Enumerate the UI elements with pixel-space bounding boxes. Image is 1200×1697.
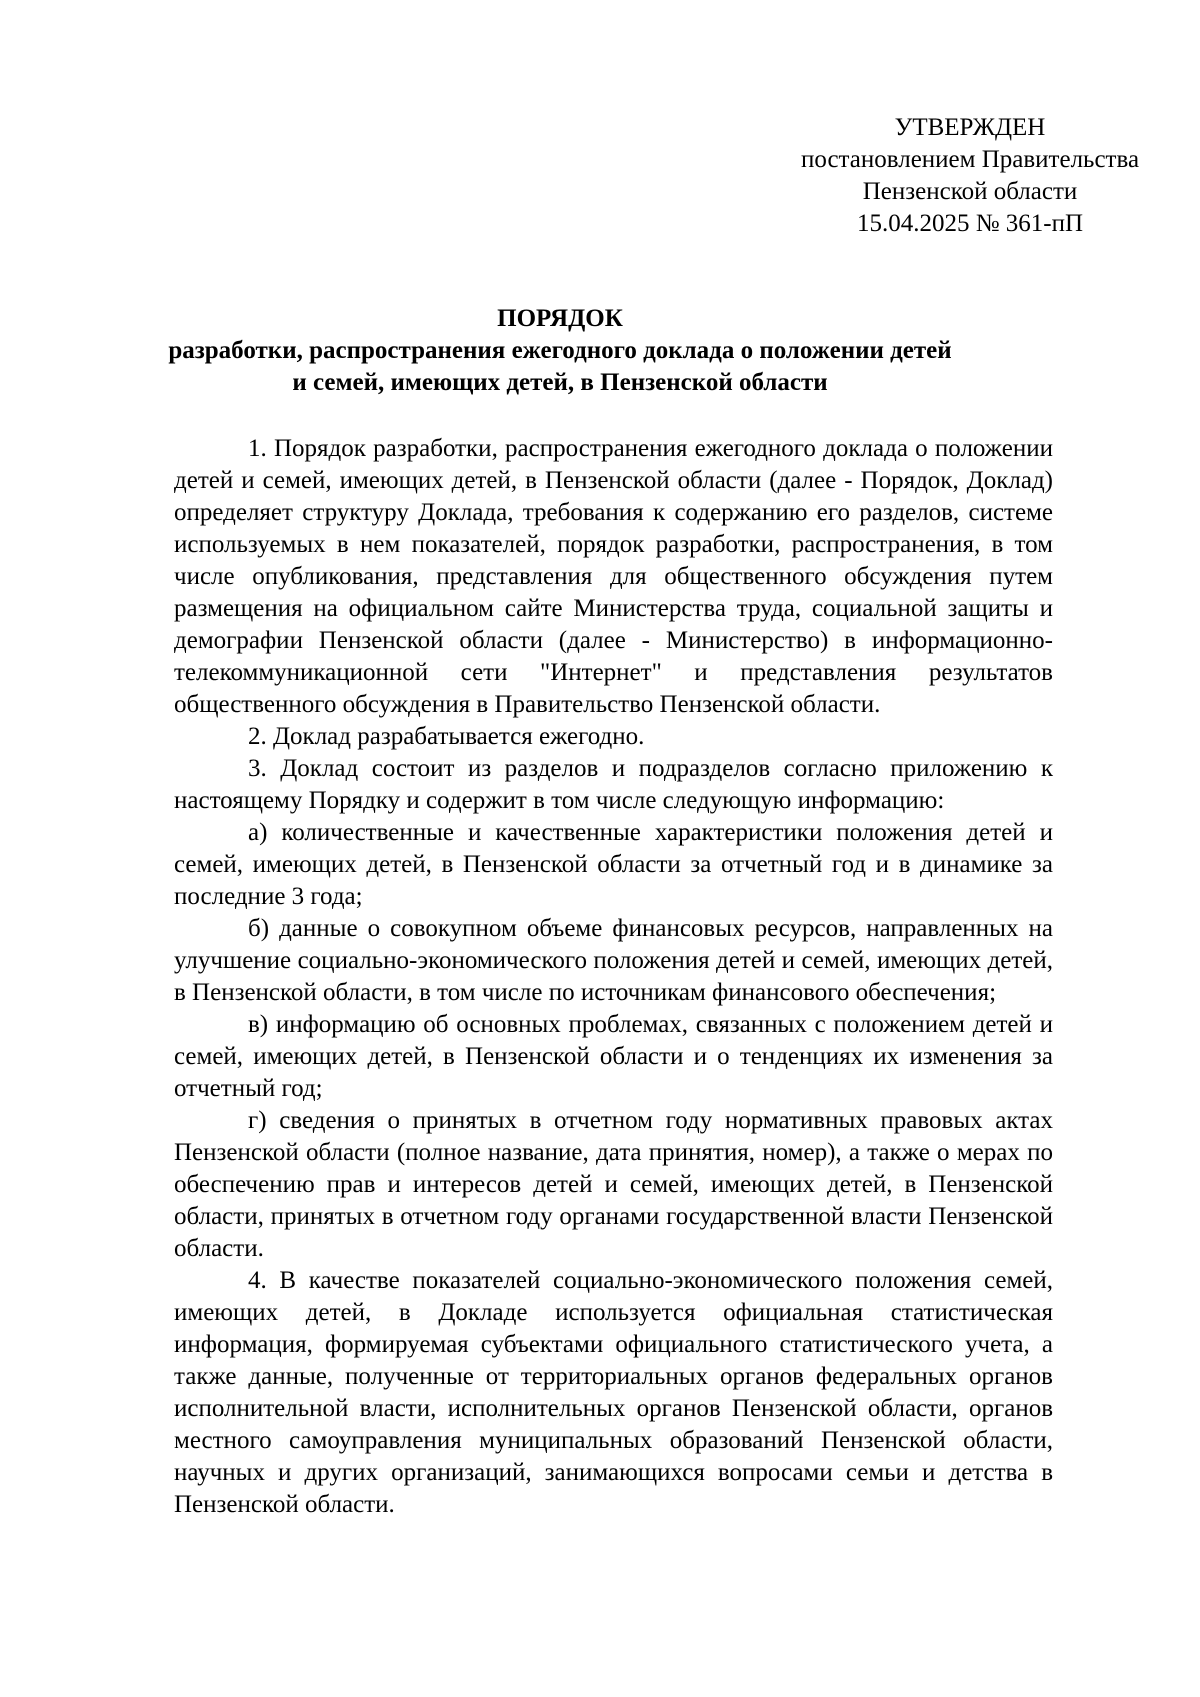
paragraph-3v: в) информацию об основных проблемах, связанных с положением детей и семей, имеющих детей, в Пензенской области и о тенденциях их изменения за отчетный год; <box>174 1011 1053 1102</box>
approval-status: УТВЕРЖДЕН <box>894 114 1046 141</box>
title-heading: ПОРЯДОК <box>497 305 623 332</box>
paragraph-3b: б) данные о совокупном объеме финансовых ресурсов, направленных на улучшение социально-экономического положения детей и семей, имеющих детей, в Пензенской области, в том числе по источникам финансового обеспечения; <box>174 915 1053 1006</box>
paragraph-1: 1. Порядок разработки, распространения ежегодного доклада о положении детей и семей, имеющих детей, в Пензенской области (далее - Порядок, Доклад) определяет структуру Доклада, требования к содержанию его разделов, системе используемых в нем показателей, порядок разработки, распространения, в том числе опубликования, представления для общественного обсуждения путем размещения на официальном сайте Министерства труда, социальной защиты и демографии Пензенской области (далее - Министерство) в информационно-телекоммуникационной сети "Интернет" и представления результатов общественного обсуждения в Правительство Пензенской области. <box>174 435 1053 718</box>
approval-date-number: 15.04.2025 № 361-пП <box>856 210 1084 237</box>
approval-region: Пензенской области <box>862 178 1078 205</box>
paragraph-2: 2. Доклад разрабатывается ежегодно. <box>248 723 645 750</box>
document-body <box>174 433 1053 1521</box>
approval-stamp <box>720 112 1200 240</box>
approval-authority: постановлением Правительства <box>800 146 1140 173</box>
document-title <box>120 303 1000 399</box>
paragraph-3g: г) сведения о принятых в отчетном году нормативных правовых актах Пензенской области (полное название, дата принятия, номер), а также о мерах по обеспечению прав и интересов детей и семей, имеющих детей, в Пензенской области, принятых в отчетном году органами государственной власти Пензенской области. <box>174 1107 1053 1262</box>
title-subtitle-line-2: и семей, имеющих детей, в Пензенской области <box>292 369 828 396</box>
paragraph-3a: а) количественные и качественные характеристики положения детей и семей, имеющих детей, в Пензенской области за отчетный год и в динамике за последние 3 года; <box>174 819 1053 910</box>
paragraph-3: 3. Доклад состоит из разделов и подразделов согласно приложению к настоящему Порядку и содержит в том числе следующую информацию: <box>174 755 1053 814</box>
title-subtitle-line-1: разработки, распространения ежегодного доклада о положении детей <box>168 337 952 364</box>
paragraph-4: 4. В качестве показателей социально-экономического положения семей, имеющих детей, в Докладе используется официальная статистическая информация, формируемая субъектами официального статистического учета, а также данные, полученные от территориальных органов федеральных органов исполнительной власти, исполнительных органов Пензенской области, органов местного самоуправления муниципальных образований Пензенской области, научных и других организаций, занимающихся вопросами семьи и детства в Пензенской области. <box>174 1267 1053 1518</box>
